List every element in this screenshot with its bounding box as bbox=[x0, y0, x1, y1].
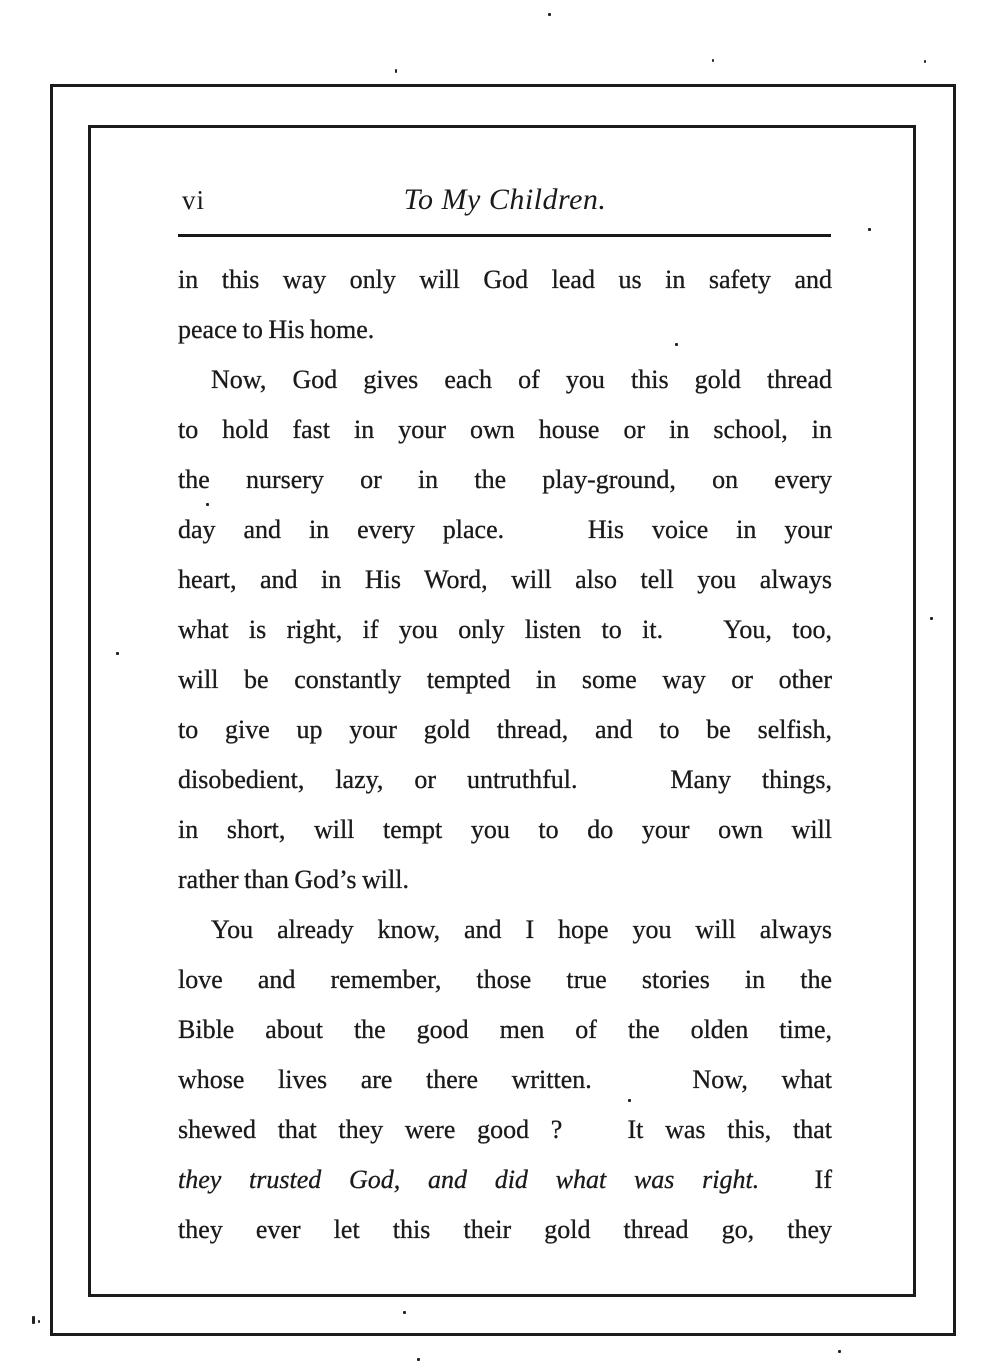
text-line bbox=[178, 1055, 832, 1105]
text-line bbox=[178, 905, 832, 955]
scan-speckle bbox=[675, 343, 678, 346]
text-line bbox=[178, 705, 832, 755]
scan-speckle bbox=[32, 1316, 35, 1324]
text-line bbox=[178, 255, 832, 305]
text-segment: they ever let this their gold thread go, they bbox=[178, 1215, 832, 1244]
text-line bbox=[178, 1155, 832, 1205]
scan-speckle bbox=[838, 1350, 841, 1353]
italic-text-segment: they trusted God, and did what was right. bbox=[178, 1165, 760, 1194]
text-segment: the nursery or in the play-ground, on every bbox=[178, 465, 832, 494]
text-segment: in short, will tempt you to do your own will bbox=[178, 815, 832, 844]
text-segment: disobedient, lazy, or untruthful. Many things, bbox=[178, 765, 832, 794]
scan-speckle bbox=[548, 13, 551, 16]
text-line bbox=[178, 605, 832, 655]
text-line bbox=[178, 855, 832, 905]
scan-speckle bbox=[38, 1320, 40, 1323]
scan-speckle bbox=[868, 228, 871, 231]
text-segment: whose lives are there written. Now, what bbox=[178, 1065, 832, 1094]
text-segment: to give up your gold thread, and to be selfish, bbox=[178, 715, 832, 744]
scan-speckle bbox=[417, 1358, 420, 1361]
text-segment: You already know, and I hope you will always bbox=[211, 915, 832, 944]
scan-speckle bbox=[930, 617, 933, 620]
text-line bbox=[178, 555, 832, 605]
text-line bbox=[178, 505, 832, 555]
scan-speckle bbox=[116, 652, 119, 655]
text-segment: will be constantly tempted in some way or other bbox=[178, 665, 832, 694]
text-line bbox=[178, 1105, 832, 1155]
text-segment: rather than God’s will. bbox=[178, 865, 409, 894]
text-line bbox=[178, 655, 832, 705]
text-segment: Now, God gives each of you this gold thread bbox=[211, 365, 832, 394]
text-segment: peace to His home. bbox=[178, 315, 375, 344]
text-segment: love and remember, those true stories in the bbox=[178, 965, 832, 994]
page-header bbox=[178, 172, 832, 228]
text-segment: in this way only will God lead us in safety and bbox=[178, 265, 832, 294]
scan-speckle bbox=[712, 59, 714, 62]
text-line bbox=[178, 955, 832, 1005]
text-line bbox=[178, 805, 832, 855]
body-text bbox=[178, 255, 832, 1255]
text-segment: Bible about the good men of the olden time, bbox=[178, 1015, 832, 1044]
header-rule bbox=[178, 234, 831, 237]
text-line bbox=[178, 1205, 832, 1255]
text-line bbox=[178, 305, 832, 355]
text-line bbox=[178, 355, 832, 405]
text-line bbox=[178, 1005, 832, 1055]
text-segment: shewed that they were good ? It was this, that bbox=[178, 1115, 832, 1144]
text-line bbox=[178, 755, 832, 805]
text-line bbox=[178, 455, 832, 505]
scan-speckle bbox=[924, 60, 926, 63]
scan-speckle bbox=[628, 1099, 631, 1102]
scan-speckle bbox=[206, 503, 209, 506]
text-segment: If bbox=[759, 1165, 832, 1194]
running-header-title: To My Children. bbox=[403, 183, 607, 216]
scan-speckle bbox=[395, 69, 397, 73]
text-segment: what is right, if you only listen to it. You, too, bbox=[178, 615, 832, 644]
text-line bbox=[178, 405, 832, 455]
page-number: vi bbox=[182, 185, 206, 215]
text-segment: heart, and in His Word, will also tell you always bbox=[178, 565, 832, 594]
text-segment: to hold fast in your own house or in school, in bbox=[178, 415, 832, 444]
text-segment: day and in every place. His voice in your bbox=[178, 515, 832, 544]
scan-speckle bbox=[403, 1311, 406, 1314]
